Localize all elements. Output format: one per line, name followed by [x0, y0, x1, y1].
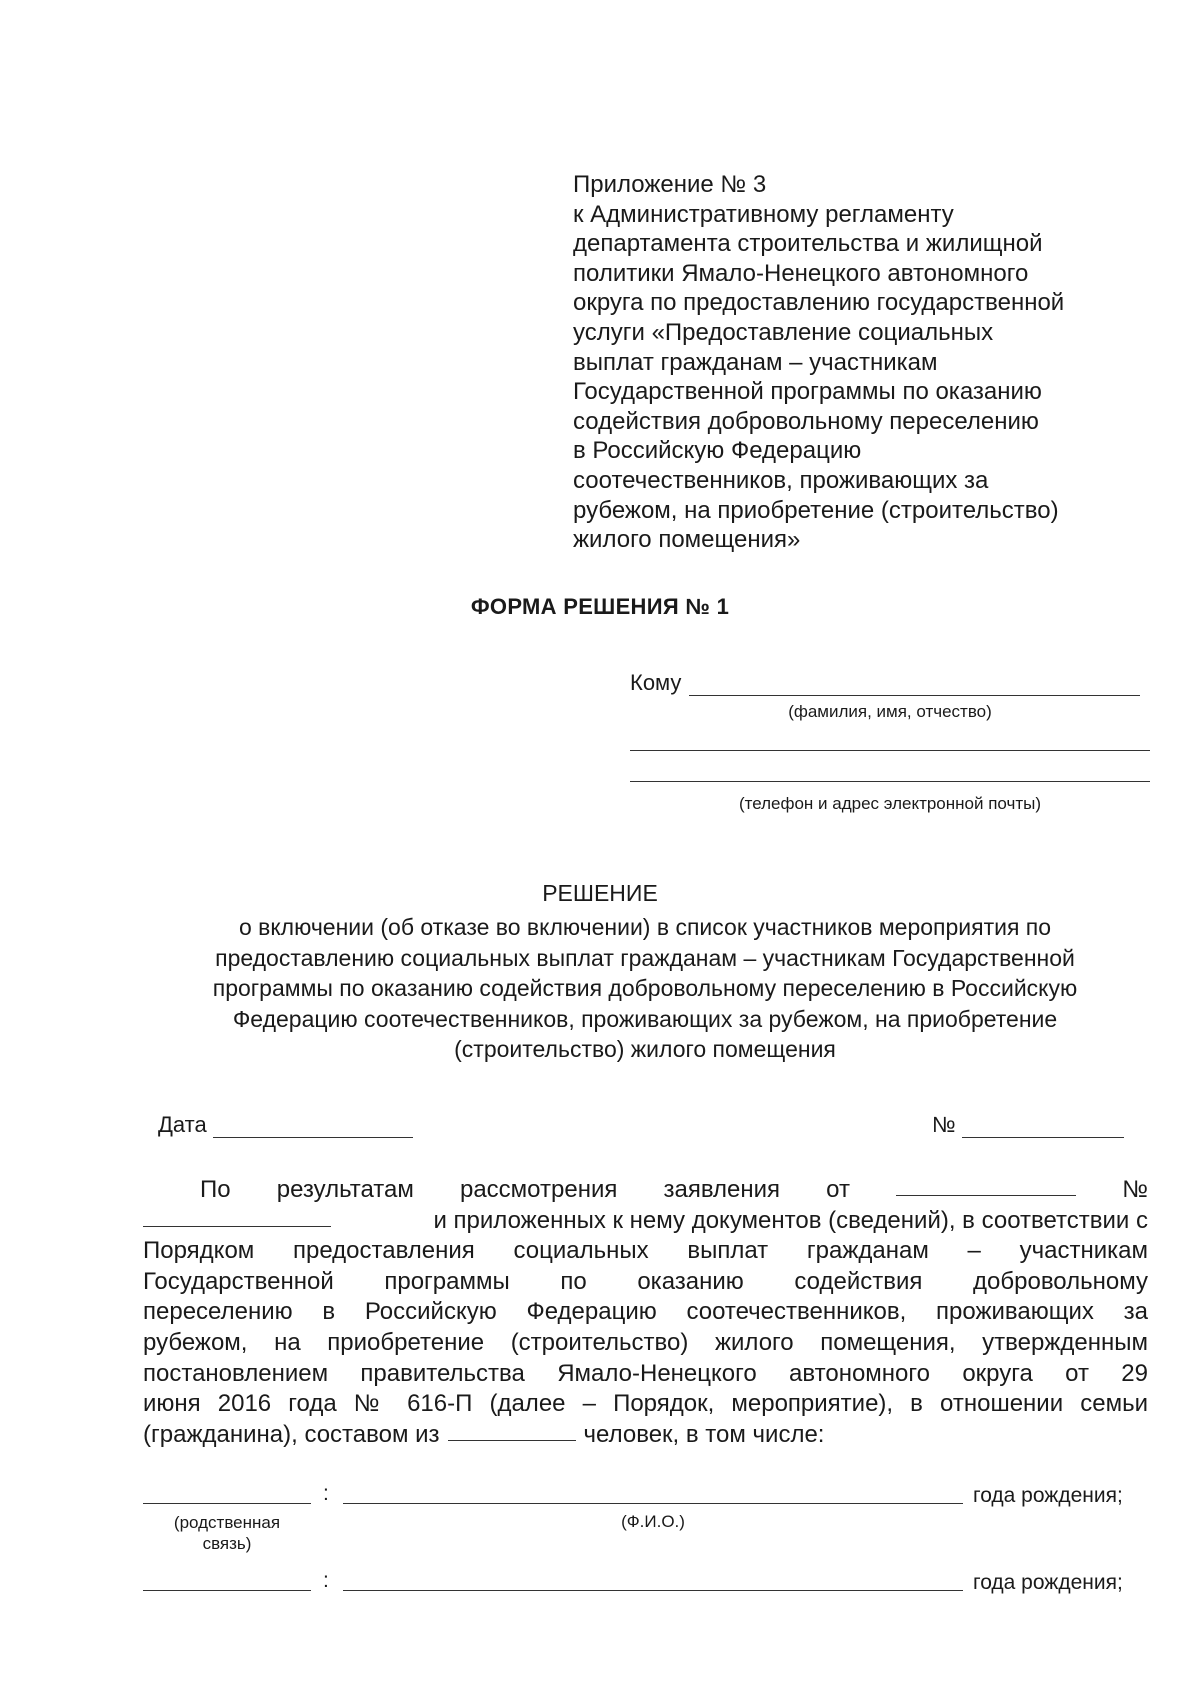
decision-subtitle-line: программы по оказанию содействия добровольному переселению в Российскую	[212, 975, 1078, 1001]
appendix-line: выплат гражданам – участникам	[573, 348, 938, 376]
contact-line-1[interactable]	[630, 750, 1150, 751]
number-field[interactable]	[962, 1117, 1124, 1138]
recipient-name-row	[630, 670, 1150, 696]
body-word: №	[1122, 1176, 1148, 1203]
appendix-line: департамента строительства и жилищной	[573, 230, 1043, 258]
body-word: рассмотрения	[459, 1176, 618, 1203]
fio-field[interactable]	[343, 1503, 963, 1504]
body-line: июня 2016 года № 616-П (далее – Порядок, мероприятие), в отношении семьи	[143, 1390, 1148, 1418]
appendix-line: услуги «Предоставление социальных	[573, 318, 994, 346]
body-line	[143, 1420, 1148, 1451]
birth-year-text: года рождения;	[973, 1484, 1123, 1507]
decision-subtitle-line: о включении (об отказе во включении) в список участников мероприятия по	[238, 914, 1052, 940]
appendix-header	[573, 170, 1133, 555]
appendix-line: рубежом, на приобретение (строительство)	[573, 496, 1059, 524]
fio-caption: (Ф.И.О.)	[621, 1512, 685, 1531]
body-text-segment: (гражданина), составом из	[143, 1420, 440, 1448]
appendix-line: политики Ямало-Ненецкого автономного	[573, 259, 1029, 287]
body-line: Порядком предоставления социальных выплат гражданам – участникам	[143, 1237, 1148, 1265]
number-row	[932, 1112, 1124, 1138]
fio-field[interactable]	[343, 1590, 963, 1591]
appendix-line: соотечественников, проживающих за	[573, 466, 989, 494]
decision-title: РЕШЕНИЕ	[542, 880, 658, 906]
to-label: Кому	[630, 670, 682, 695]
contact-caption: (телефон и адрес электронной почты)	[738, 794, 1042, 813]
date-label: Дата	[158, 1112, 207, 1137]
number-label: №	[932, 1112, 956, 1137]
relation-caption-line: связь)	[202, 1534, 252, 1553]
date-row	[158, 1112, 413, 1138]
body-line: переселению в Российскую Федерацию соотечественников, проживающих за	[143, 1298, 1148, 1326]
relation-field[interactable]	[143, 1503, 311, 1504]
decision-subtitle-line: (строительство) жилого помещения	[454, 1036, 836, 1062]
body-word: от	[826, 1176, 850, 1203]
decision-subtitle	[130, 912, 1160, 1065]
recipient-name-field[interactable]	[689, 675, 1140, 696]
body-line	[143, 1206, 1148, 1237]
application-date-field[interactable]	[896, 1175, 1076, 1196]
body-line: постановлением правительства Ямало-Ненецкого автономного округа от 29	[143, 1359, 1148, 1387]
decision-subtitle-line: предоставлению социальных выплат гражданам – участникам Государственной	[215, 944, 1075, 971]
body-text-segment: человек, в том числе:	[583, 1420, 825, 1448]
appendix-line: Приложение № 3	[573, 171, 767, 198]
relation-caption	[143, 1512, 311, 1554]
recipient-block	[630, 670, 1150, 814]
body-line: Государственной программы по оказанию содействия добровольному	[143, 1267, 1148, 1295]
member-colon: :	[323, 1569, 329, 1592]
birth-year-text: года рождения;	[973, 1571, 1123, 1594]
appendix-line: содействия добровольному переселению	[573, 407, 1039, 435]
relation-caption-line: (родственная	[173, 1513, 281, 1532]
body-paragraph	[143, 1175, 1148, 1450]
appendix-line: округа по предоставлению государственной	[573, 289, 1065, 317]
decision-subtitle-line: Федерацию соотечественников, проживающих за рубежом, на приобретение	[232, 1005, 1058, 1032]
date-field[interactable]	[213, 1117, 413, 1138]
name-caption: (фамилия, имя, отчество)	[788, 702, 992, 721]
family-size-field[interactable]	[448, 1420, 576, 1441]
family-member-row	[143, 1565, 1143, 1595]
body-word: заявления	[663, 1176, 781, 1203]
family-member-row	[143, 1478, 1143, 1508]
contact-line-2[interactable]	[630, 781, 1150, 782]
body-line	[143, 1175, 1148, 1206]
appendix-line: Государственной программы по оказанию	[573, 378, 1042, 406]
member-colon: :	[323, 1482, 329, 1505]
relation-field[interactable]	[143, 1590, 311, 1591]
appendix-line: в Российскую Федерацию	[573, 437, 862, 465]
body-text-segment: и приложенных к нему документов (сведений), в соответствии с	[433, 1206, 1148, 1234]
form-title: ФОРМА РЕШЕНИЯ № 1	[470, 594, 730, 619]
body-line: рубежом, на приобретение (строительство) жилого помещения, утвержденным	[143, 1328, 1148, 1356]
appendix-line: к Административному регламенту	[573, 200, 954, 228]
body-word: результатам	[276, 1176, 414, 1203]
appendix-line: жилого помещения»	[573, 526, 801, 554]
body-word: По	[200, 1176, 231, 1203]
application-number-field[interactable]	[143, 1206, 331, 1227]
